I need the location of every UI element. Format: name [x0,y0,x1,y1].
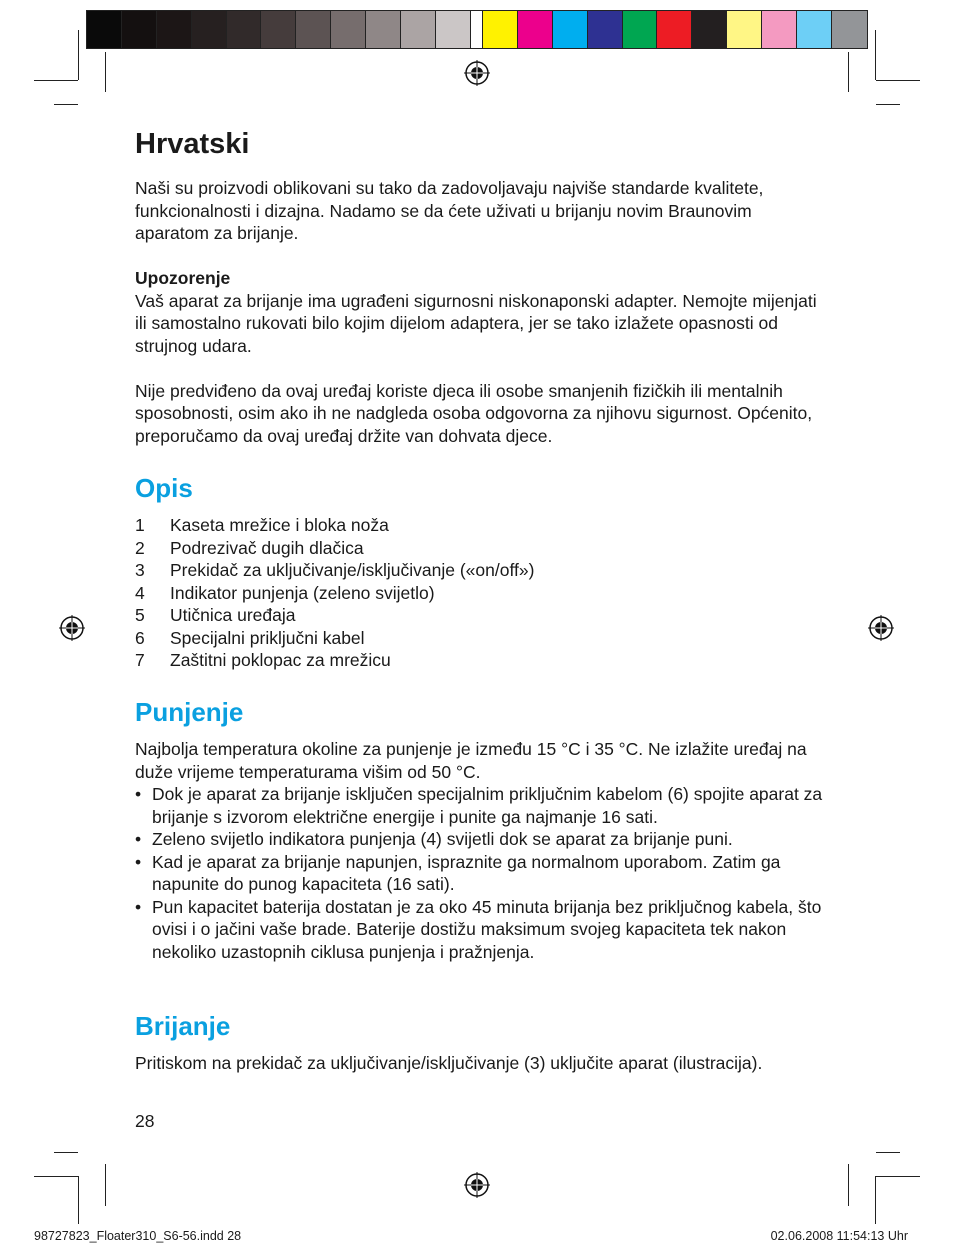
parts-list-item [135,514,825,537]
process-color-bar [482,10,868,49]
intro-section [135,177,825,245]
shaving-section [135,1052,825,1075]
gray-swatch [436,11,471,48]
color-swatch [483,11,518,48]
gray-swatch [261,11,296,48]
parts-list-number: 2 [135,537,145,558]
gray-swatch [366,11,401,48]
parts-list-label: Indikator punjenja (zeleno svijetlo) [170,582,435,603]
charging-section [135,738,825,963]
color-swatch [762,11,797,48]
footer-timestamp: 02.06.2008 11:54:13 Uhr [770,1229,908,1243]
color-swatch [553,11,588,48]
parts-list-item [135,582,825,605]
charging-bullet-item: • Kad je aparat za brijanje napunjen, ispraznite ga normalnom uporabom. Zatim ga napunite do punog kapaciteta (16 sati). [135,851,825,896]
color-swatch [518,11,553,48]
parts-list-label: Prekidač za uključivanje/isključivanje («on/off») [170,560,535,580]
color-swatch [623,11,658,48]
crop-mark [34,1176,78,1177]
gray-swatch [122,11,157,48]
parts-list-number: 1 [135,515,145,535]
parts-list-number: 5 [135,605,145,625]
intro-paragraph: Naši su proizvodi oblikovani su tako da zadovoljavaju najviše standarde kvalitete, funkcionalnosti i dizajna. Nadamo se da ćete uživati u brijanju novim Braunovim aparatom za brijanje. [135,178,764,243]
registration-mark-icon [59,615,85,641]
children-warning-paragraph: Nije predviđeno da ovaj uređaj koriste djeca ili osobe smanjenih fizičkih ili mentalnih sposobnosti, osim ako ih ne nadgleda osoba odgovorna za njihovu sigurnost. Općenito, preporučamo da ovaj uređaj držite van dohvata djece. [135,380,813,446]
parts-list-label: Kaseta mrežice i bloka noža [170,515,389,535]
crop-mark [876,104,900,105]
parts-list-label: Specijalni priključni kabel [170,627,365,648]
crop-mark [876,80,920,81]
crop-mark [78,1176,79,1224]
parts-list-label: Zaštitni poklopac za mrežicu [170,650,391,670]
gray-swatch [157,11,192,48]
crop-mark [848,52,849,92]
warning-section [135,267,825,447]
charging-intro: Najbolja temperatura okoline za punjenje je između 15 °C i 35 °C. Ne izlažite uređaj na duže vrijeme temperaturama višim od 50 °C. [135,739,807,782]
color-swatch [727,11,762,48]
crop-mark [54,1152,78,1153]
crop-mark [78,30,79,80]
crop-mark [105,1164,106,1206]
gray-swatch [87,11,122,48]
parts-list-item [135,559,825,582]
registration-mark-icon [868,615,894,641]
gray-swatch [331,11,366,48]
footer-file-name: 98727823_Floater310_S6-56.indd 28 [34,1229,242,1243]
gray-swatch [227,11,262,48]
parts-list-item [135,649,825,672]
parts-list-label: Podrezivač dugih dlačica [170,537,364,558]
page-number: 28 [135,1111,155,1131]
crop-mark [875,30,876,80]
warning-heading: Upozorenje [135,268,231,288]
parts-list-label: Utičnica uređaja [170,605,296,625]
color-swatch [797,11,832,48]
crop-mark [105,52,106,92]
parts-list-number: 7 [135,650,145,670]
charging-bullet-item: • Zeleno svijetlo indikatora punjenja (4) svijetli dok se aparat za brijanje puni. [135,828,825,851]
shaving-paragraph: Pritiskom na prekidač za uključivanje/isključivanje (3) uključite aparat (ilustracija). [135,1053,763,1073]
parts-list-item [135,537,825,560]
parts-list-number: 4 [135,582,145,603]
color-swatch [588,11,623,48]
warning-paragraph: Vaš aparat za brijanje ima ugrađeni sigurnosni niskonaponski adapter. Nemojte mijenjati ili samostalno rukovati bilo kojim dijelom adaptera, jer se tako izlažete opasnosti od strujnog udara. [135,290,817,356]
parts-list-item [135,627,825,650]
section-heading-punjenje: Punjenje [135,697,244,727]
gray-swatch [192,11,227,48]
crop-mark [34,80,78,81]
parts-list-item [135,604,825,627]
crop-mark [876,1176,920,1177]
page-title: Hrvatski [135,128,250,160]
registration-mark-icon [464,1172,490,1198]
parts-list-number: 3 [135,560,145,580]
gray-swatch [296,11,331,48]
color-swatch [692,11,727,48]
charging-bullet-item: • Pun kapacitet baterija dostatan je za oko 45 minuta brijanja bez priključnog kabela, što ovisi i o jačini vaše brade. Baterije dostižu maksimum svojeg kapaciteta tek nakon nekoliko uzastopnih ciklusa punjenja i pražnjenja. [135,896,825,964]
charging-bullet-item: • Dok je aparat za brijanje isključen specijalnim priključnim kabelom (6) spojite aparat za brijanje s izvorom električne energije i punite ga najmanje 16 sati. [135,783,825,828]
crop-mark [54,104,78,105]
color-swatch [832,11,867,48]
registration-mark-icon [464,60,490,86]
crop-mark [875,1176,876,1224]
crop-mark [876,1152,900,1153]
parts-list [135,514,825,672]
color-swatch [657,11,692,48]
parts-list-number: 6 [135,627,145,648]
crop-mark [848,1164,849,1206]
parts-list-section [135,514,825,672]
grayscale-color-bar [86,10,507,49]
section-heading-brijanje: Brijanje [135,1011,231,1041]
section-heading-opis: Opis [135,473,193,503]
charging-bullet-list [135,783,825,963]
gray-swatch [401,11,436,48]
